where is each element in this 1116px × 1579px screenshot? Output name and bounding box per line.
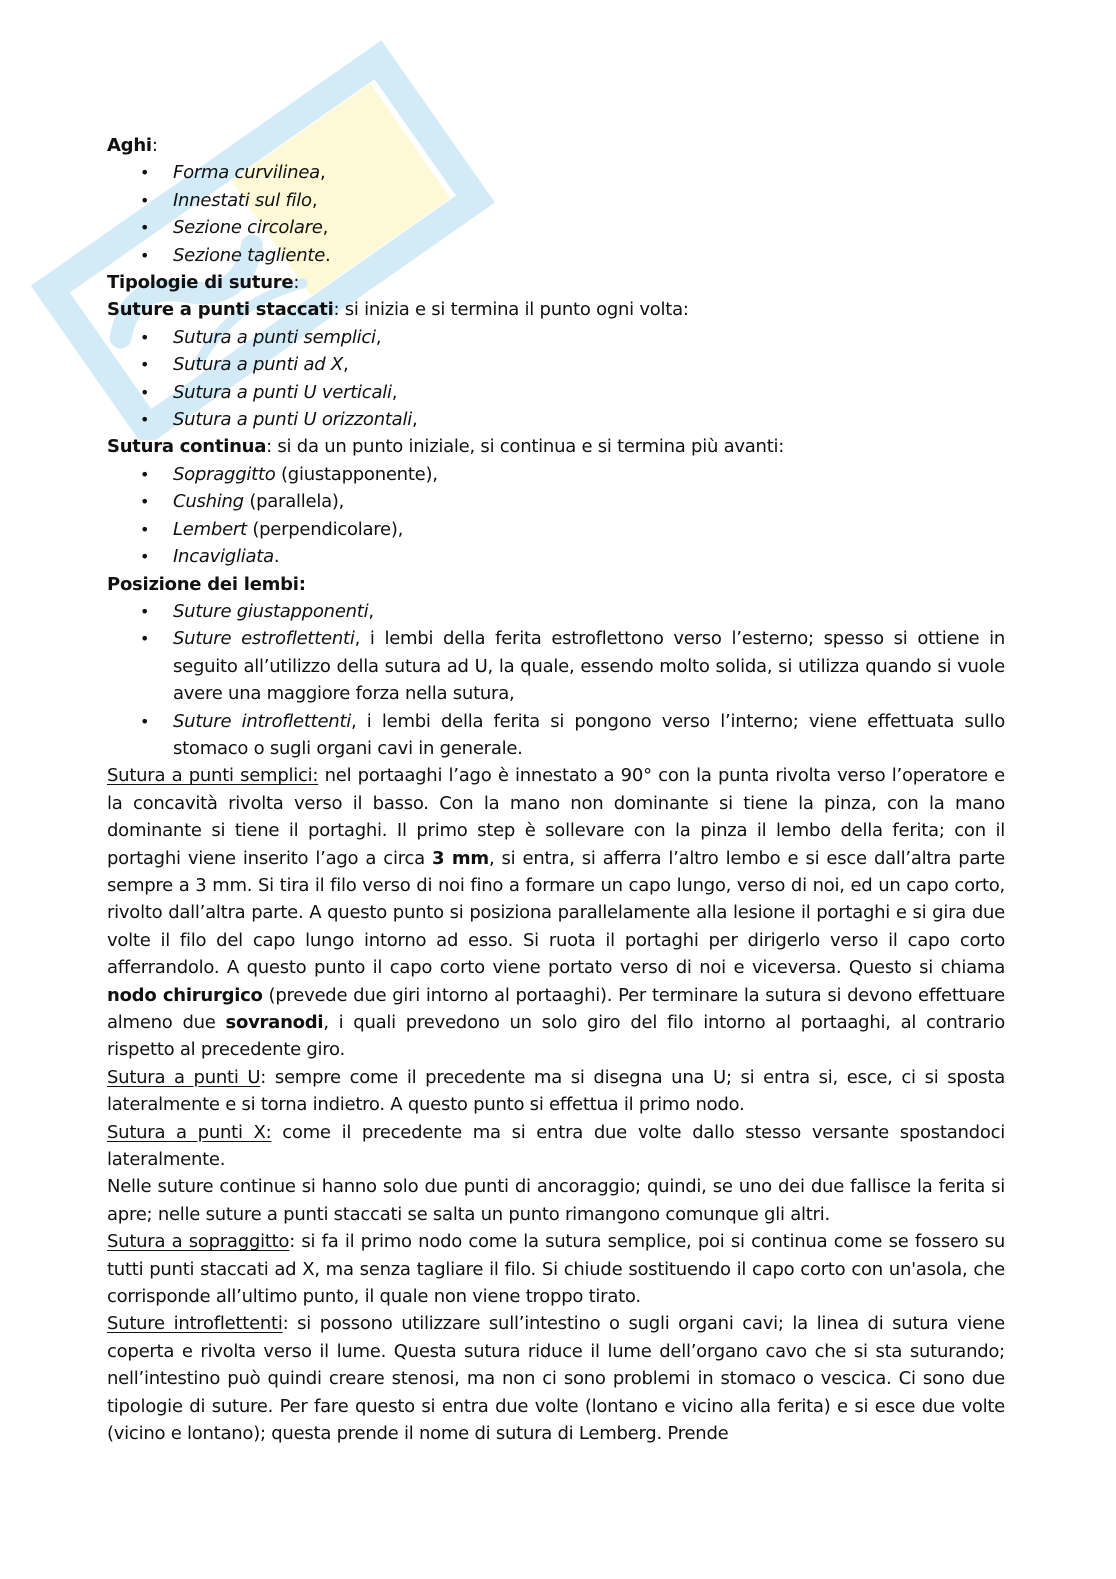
lembi-heading-line [107, 571, 1005, 598]
list-item: • Sopraggitto (giustapponente), [107, 461, 1005, 488]
aghi-heading-line: Aghi: [107, 135, 158, 156]
list-item: • Sutura a punti semplici, [107, 324, 1005, 351]
punti-staccati-list [107, 324, 1005, 434]
continua-heading: Sutura continua [107, 436, 267, 458]
punti-staccati-line: Suture a punti staccati: si inizia e si termina il punto ogni volta: [107, 299, 689, 321]
paragraph-continue: Nelle suture continue si hanno solo due punti di ancoraggio; quindi, se uno dei due fallisce la ferita si apre; nelle suture a punti staccati se salta un punto rimangono comunque gli altri. [107, 1176, 1005, 1225]
list-item: • Suture giustapponenti, [107, 598, 1005, 625]
paragraph-semplici: Sutura a punti semplici: nel portaaghi l’ago è innestato a 90° con la punta rivolta verso l’operatore e la concavità rivolta verso il basso. Con la mano non dominante si tiene la pinza, con la mano dominante si tiene il portaghi. Il primo step è sollevare con la pinza il lembo della ferita; con il portaghi viene inserito l’ago a circa 3 mm, si entra, si afferra l’altro lembo e si esce dall’altra parte sempre a 3 mm. Si tira il filo verso di noi fino a formare un capo lungo, verso di noi, ed un capo corto, rivolto dall’altra parte. A questo punto si posiziona parallelamente alla lesione il portaghi e si gira due volte il filo del capo lungo intorno ad esso. Si ruota il portaghi per dirigerlo verso il capo corto afferrandolo. A questo punto il capo corto viene portato verso di noi e viceversa. Questo si chiama nodo chirurgico (prevede due giri intorno al portaaghi). Per terminare la sutura si devono effettuare almeno due sovranodi, i quali prevedono un solo giro del filo intorno al portaaghi, al contrario rispetto al precedente giro. [107, 765, 1006, 1061]
list-item: • Sezione tagliente. [107, 242, 1005, 269]
list-item: • Forma curvilinea, [107, 159, 1005, 186]
semplici-title: Sutura a punti semplici: [107, 765, 319, 787]
introflettenti-title: Suture introflettenti [107, 1313, 283, 1335]
continua-line: Sutura continua: si da un punto iniziale, si continua e si termina più avanti: [107, 436, 785, 458]
tipologie-heading-line: Tipologie di suture: [107, 272, 300, 294]
list-item: • Sutura a punti ad X, [107, 351, 1005, 378]
lembi-list [107, 598, 1005, 762]
sopraggitto-title: Sutura a sopraggitto [107, 1231, 290, 1253]
list-item: • Suture estroflettenti, i lembi della ferita estroflettono verso l’esterno; spesso si ottiene in seguito all’utilizzo della sutura ad U, la quale, essendo molto solida, si utilizza quando si vuole avere una maggiore forza nella sutura, [107, 625, 1005, 707]
punti-u-title: Sutura a punti U [107, 1066, 261, 1088]
list-item: • Innestati sul filo, [107, 187, 1005, 214]
tipologie-heading: Tipologie di suture [107, 272, 294, 294]
paragraph-sopraggitto: Sutura a sopraggitto: si fa il primo nodo come la sutura semplice, poi si continua come se fossero su tutti punti staccati ad X, ma senza tagliare il filo. Si chiude sostituendo il capo corto con un'asola, che corrisponde all’ultimo punto, il quale non viene troppo tirato. [107, 1231, 1005, 1308]
list-item: • Sutura a punti U orizzontali, [107, 406, 1005, 433]
list-item: • Lembert (perpendicolare), [107, 516, 1005, 543]
list-item: • Suture introflettenti, i lembi della ferita si pongono verso l’interno; viene effettuata sullo stomaco o sugli organi cavi in generale. [107, 708, 1005, 763]
lembi-heading: Posizione dei lembi: [107, 573, 306, 595]
continua-list [107, 461, 1005, 571]
aghi-heading: Aghi [107, 135, 152, 156]
list-item: • Cushing (parallela), [107, 488, 1005, 515]
document-body [107, 132, 1005, 1448]
paragraph-punti-x: Sutura a punti X: come il precedente ma si entra due volte dallo stesso versante spostandoci lateralmente. [107, 1121, 1006, 1171]
list-item: • Incavigliata. [107, 543, 1005, 570]
list-item: • Sezione circolare, [107, 214, 1005, 241]
paragraph-introflettenti: Suture introflettenti: si possono utilizzare sull’intestino o sugli organi cavi; la linea di sutura viene coperta e rivolta verso il lume. Questa sutura riduce il lume dell’organo cavo che si sta suturando; nell’intestino può quindi creare stenosi, ma non ci sono problemi in stomaco o vescica. Ci sono due tipologie di suture. Per fare questo si entra due volte (lontano e vicino alla ferita) e si esce due volte (vicino e lontano); questa prende il nome di sutura di Lemberg. Prende [107, 1313, 1005, 1445]
paragraph-punti-u: Sutura a punti U: sempre come il precedente ma si disegna una U; si entra si, esce, ci si sposta lateralmente e si torna indietro. A questo punto si effettua il primo nodo. [107, 1066, 1005, 1116]
list-item: • Sutura a punti U verticali, [107, 379, 1005, 406]
punti-x-title: Sutura a punti X: [107, 1121, 272, 1143]
aghi-list [107, 159, 1005, 269]
punti-staccati-heading: Suture a punti staccati [107, 299, 334, 321]
